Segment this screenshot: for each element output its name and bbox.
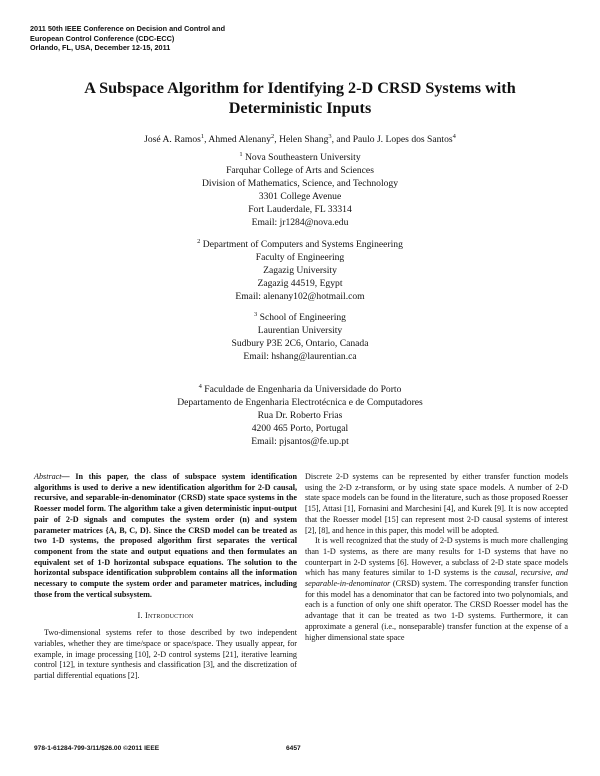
footer-isbn: 978-1-61284-799-3/11/$26.00 ©2011 IEEE [34, 745, 160, 752]
paragraph-text: (CRSD) system. The corresponding transfer function for this model has a denominator that can be factored into two polynomials, and each is a function of only one shift operator. The CRSD Roesser model has the advantage that it can be treated as two 1-D systems. Furthermore, it can approximate a general (i.e., nonseparable) transfer function at the expense of a higher dimensional state space [305, 579, 568, 642]
author-name: Ahmed Alenany [208, 134, 272, 145]
author-affil-mark: 3 [328, 133, 332, 140]
section-numeral: I. [137, 611, 143, 621]
author-affil-mark: 2 [271, 133, 275, 140]
affiliation-email: Email: hshang@laurentian.ca [243, 350, 357, 362]
conference-line: 2011 50th IEEE Conference on Decision and Control and [30, 24, 226, 33]
affiliation-email: Email: pjsantos@fe.up.pt [251, 435, 349, 447]
affiliation-text: Nova Southeastern University [245, 152, 361, 163]
conference-line: European Control Conference (CDC-ECC) [30, 33, 175, 43]
affiliation-line: Zagazig 44519, Egypt [257, 277, 343, 289]
right-column [305, 472, 568, 643]
affiliation-number: 4 [198, 383, 202, 390]
affiliation-email: Email: alenany102@hotmail.com [235, 290, 365, 302]
intro-paragraph-3 [305, 536, 568, 643]
conference-line: Orlando, FL, USA, December 12-15, 2011 [30, 43, 171, 53]
affiliation-line: Sudbury P3E 2C6, Ontario, Canada [231, 337, 369, 349]
affiliation-line [20, 152, 580, 165]
affiliation-line: Zagazig University [263, 264, 337, 276]
page-number: 6457 [286, 745, 301, 752]
title-line: Deterministic Inputs [228, 99, 372, 117]
conference-header [30, 24, 330, 53]
title-line: A Subspace Algorithm for Identifying 2-D CRSD Systems with [84, 79, 516, 97]
emphasis-text: causal, recursive, and separable-in-denominator [305, 568, 568, 589]
affiliation-line: Departamento de Engenharia Electrotécnica e de Computadores [177, 396, 423, 408]
paragraph-text: It is well recognized that the study of 2-D systems is much more challenging than 1-D systems, as there are many results for 1-D systems that have no counterpart in 2-D systems [6]. However, a subclass of 2-D state space models which has many features similar to 1-D systems is the [305, 536, 568, 578]
affiliation-line: Laurentian University [257, 324, 343, 336]
intro-paragraph-2: Discrete 2-D systems can be represented by either transfer function models using the 2-D z-transform, or by using state space models. A number of 2-D state space models can be found in the literature, such as those proposed Roesser [15], Attasi [1], Fornasini and Marchesini [4], and Kurek [9]. It is now accepted that the Roesser model [15] can represent most 2-D causal systems of interest [2], [8], and hence in this paper, this model will be adopted. [305, 472, 568, 535]
left-column [34, 472, 297, 682]
author-name: Paulo J. Lopes dos Santos [352, 134, 453, 145]
affiliation-number: 3 [254, 311, 258, 318]
section-title: Introduction [145, 611, 194, 621]
section-heading [34, 611, 297, 622]
author-name: José A. Ramos [144, 134, 201, 145]
affiliation-number: 1 [239, 151, 243, 158]
author-list [20, 134, 580, 146]
affiliation-text: Faculdade de Engenharia da Universidade do Porto [204, 384, 402, 395]
affiliation-1 [20, 152, 580, 229]
affiliation-line [20, 239, 580, 252]
intro-paragraph-1: Two-dimensional systems refer to those described by two independent variables, whether they are time/space or space/space. They usually appear, for example, in image processing [10], 2-D control systems [21], iterative learning control [12], in texture synthesis and classification [3], and the discretization of partial differential equations [2]. [34, 628, 297, 680]
affiliation-line [20, 312, 580, 325]
affiliation-line: Rua Dr. Roberto Frias [257, 409, 343, 421]
author-affil-mark: 1 [200, 133, 205, 140]
affiliation-text: School of Engineering [259, 312, 346, 323]
affiliation-line: Division of Mathematics, Science, and Technology [201, 177, 399, 189]
affiliation-line [20, 384, 580, 397]
author-name: Helen Shang [279, 134, 329, 145]
affiliation-line: 3301 College Avenue [258, 190, 342, 202]
abstract [34, 472, 297, 600]
affiliation-2 [20, 239, 580, 304]
author-affil-mark: 4 [452, 133, 456, 140]
affiliation-line: 4200 465 Porto, Portugal [251, 422, 349, 434]
abstract-label: Abstract [34, 472, 62, 481]
affiliation-email: Email: jr1284@nova.edu [251, 216, 349, 228]
affiliation-4 [20, 384, 580, 449]
abstract-text: In this paper, the class of subspace system identification algorithms is used to derive a new identification algorithm for 2-D causal, recursive, and separable-in-denominator (CRSD) state space systems in the Roesser model form. The algorithm take a given deterministic input-output pair of 2-D signals and computes the system order (n) and system parameter matrices {A, B, C, D}. Since the CRSD model can be treated as two 1-D systems, the proposed algorithm first separates the vertical component from the state and output equations and then formulates an equivalent set of 1-D horizontal subspace equations. The solution to the horizontal subspace identification subproblem contains all the information necessary to compute the system order and parameter matrices, including those from the vertical subsystem. [34, 472, 297, 599]
author-separator: , [274, 134, 280, 145]
affiliation-3 [20, 312, 580, 364]
abstract-dash: — [61, 472, 70, 481]
affiliation-line: Farquhar College of Arts and Sciences [226, 164, 374, 176]
affiliation-line: Fort Lauderdale, FL 33314 [248, 203, 352, 215]
affiliation-text: Department of Computers and Systems Engineering [202, 239, 403, 250]
author-separator: , and [331, 134, 353, 145]
affiliation-line: Faculty of Engineering [255, 251, 345, 263]
paper-title [40, 78, 560, 118]
affiliation-number: 2 [197, 238, 201, 245]
author-separator: , [204, 134, 209, 145]
